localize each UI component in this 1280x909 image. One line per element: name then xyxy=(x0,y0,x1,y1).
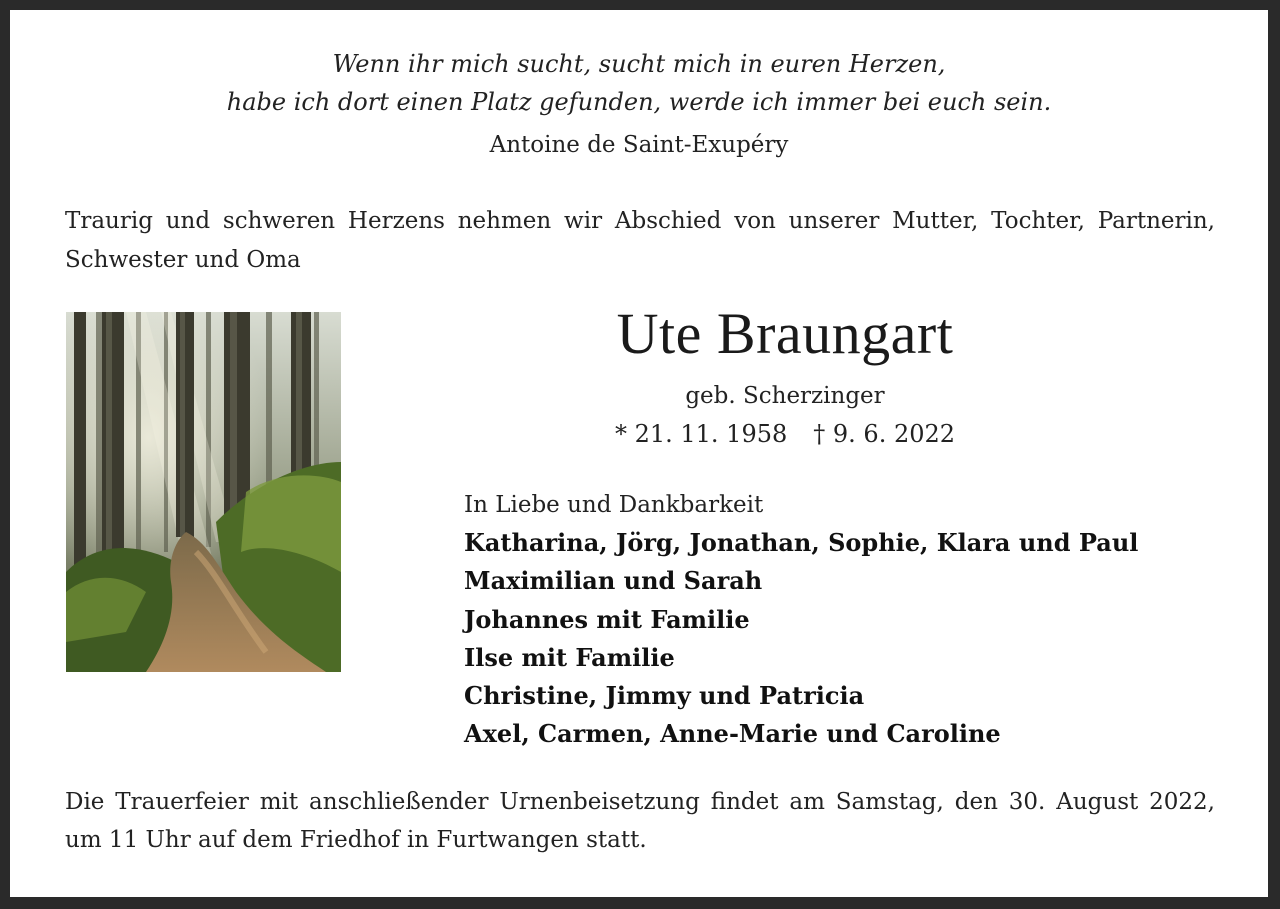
intro-text: Traurig und schweren Herzens nehmen wir Abschied von unserer Mutter, Tochter, Partnerin, Schwester und Oma xyxy=(65,208,1215,273)
mourner-entry: Ilse mit Familie xyxy=(464,642,675,672)
ceremony-text: Die Trauerfeier mit anschließender Urnenbeisetzung findet am Samstag, den 30. August 2022, um 11 Uhr auf dem Friedhof in Furtwangen statt. xyxy=(65,789,1215,853)
obituary-notice xyxy=(10,10,1268,897)
mourners-list xyxy=(464,486,1138,754)
forest-path-photo xyxy=(66,312,341,672)
mourner-entry: Axel, Carmen, Anne-Marie und Caroline xyxy=(464,719,1001,749)
quote-author: Antoine de Saint-Exupéry xyxy=(489,132,789,158)
birth-date: * 21. 11. 1958 xyxy=(614,420,788,448)
mourner-entry: Christine, Jimmy und Patricia xyxy=(464,681,865,711)
mourner-entry: Katharina, Jörg, Jonathan, Sophie, Klara und Paul xyxy=(464,528,1139,557)
death-date: † 9. 6. 2022 xyxy=(813,420,956,448)
mourner-entry: Johannes mit Familie xyxy=(464,604,750,634)
maiden-name: geb. Scherzinger xyxy=(685,383,885,409)
mourners-heading: In Liebe und Dankbarkeit xyxy=(464,492,764,518)
life-dates xyxy=(350,420,1220,448)
mourner-entry: Maximilian und Sarah xyxy=(464,566,763,596)
deceased-name: Ute Braungart xyxy=(616,301,954,366)
quote-line-2: habe ich dort einen Platz gefunden, werde ich immer bei euch sein. xyxy=(226,88,1052,116)
quote-line-1: Wenn ihr mich sucht, sucht mich in euren Herzen, xyxy=(332,50,946,78)
